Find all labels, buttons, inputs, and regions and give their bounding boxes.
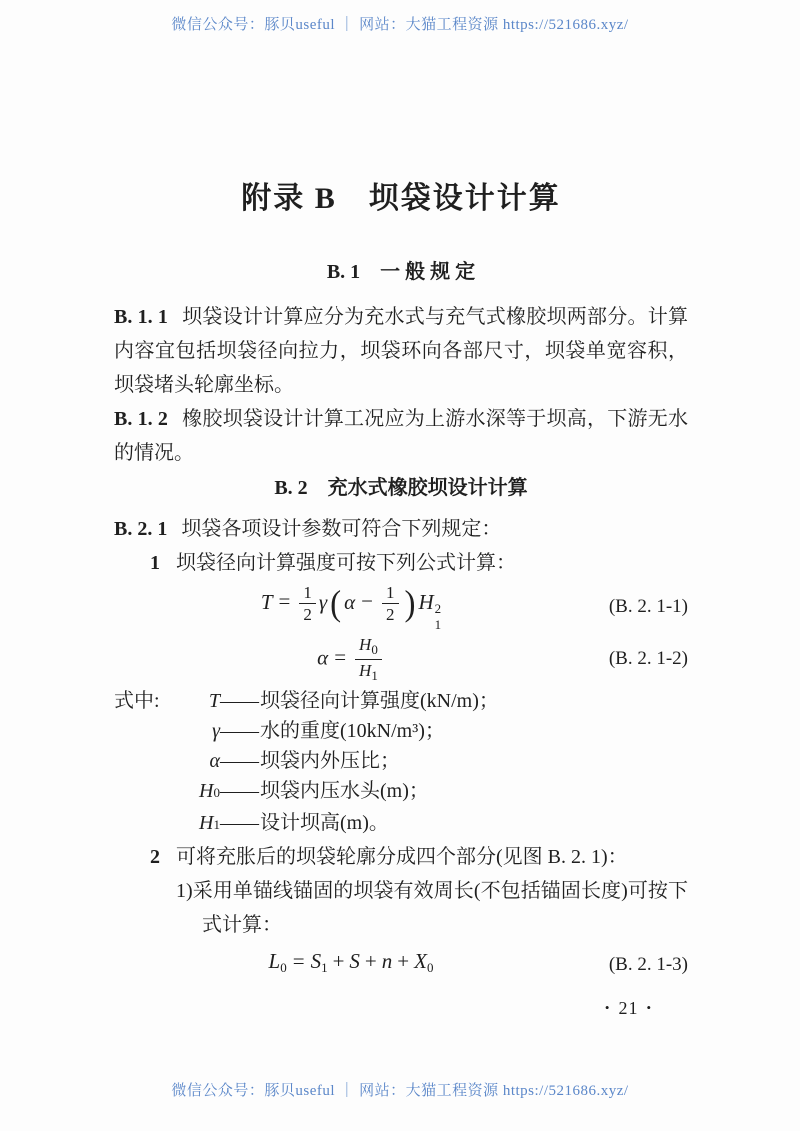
term-H0	[172, 776, 220, 808]
clause-b12	[114, 402, 688, 470]
eq2-fraction	[355, 635, 382, 684]
term-gamma-dash: ——	[220, 720, 258, 742]
eq1-alpha: α	[344, 589, 356, 614]
eq2-H1-main: H	[359, 660, 372, 680]
term-H0-symbol: H	[199, 780, 214, 802]
equation-b21-1	[114, 582, 688, 632]
list-item-2	[114, 840, 688, 874]
clause-b12-text: 橡胶坝袋设计计算工况应为上游水深等于坝高，下游无水的情况。	[114, 408, 689, 464]
eq3-S: S	[349, 949, 360, 973]
section-b2-heading: B. 2 充水式橡胶坝设计计算	[274, 477, 528, 499]
eq1-frac-b-num: 1	[382, 583, 399, 605]
equation-b21-2	[114, 634, 688, 684]
equation-b21-3	[114, 944, 688, 985]
page-number-dot-right: •	[646, 1000, 652, 1015]
term-H0-dash: ——	[220, 780, 258, 802]
clause-b12-label: B. 1. 2	[114, 408, 168, 430]
term-H1-symbol: H	[199, 812, 214, 834]
eq3-plus-1: +	[332, 949, 345, 973]
eq1-gamma: γ	[318, 589, 328, 614]
eq1-frac-a-num: 1	[299, 583, 316, 605]
equation-b21-3-body	[114, 944, 588, 985]
term-T-dash: ——	[220, 690, 258, 712]
equation-b21-3-number: (B. 2. 1-3)	[608, 953, 688, 975]
eq1-fraction-half-b	[382, 583, 399, 625]
equation-b21-1-body: T = $\frac{1}{2}$ γ( α − $\frac{1}{2}$ ) H 2 1	[260, 582, 442, 633]
term-gamma	[172, 716, 220, 746]
eq1-fraction-half-a	[299, 583, 316, 625]
page-number-value: 21	[618, 998, 639, 1018]
eq3-plus-3: +	[397, 949, 410, 973]
list-item-2-text: 可将充胀后的坝袋轮廓分成四个部分(见图 B. 2. 1)：	[176, 846, 628, 868]
eq2-equals: =	[334, 644, 347, 669]
eq1-frac-a-den: 2	[303, 605, 312, 625]
clause-b11-text: 坝袋设计计算应分为充水式与充气式橡胶坝两部分。计算内容宜包括坝袋径向拉力，坝袋环向各部尺寸，坝袋单宽容积，坝袋堵头轮廓坐标。	[114, 306, 689, 396]
clause-b21	[114, 512, 688, 546]
clause-b11	[114, 300, 688, 402]
term-H1-desc: 设计坝高(m)。	[260, 812, 389, 834]
term-T	[172, 686, 220, 716]
eq3-plus-2: +	[364, 949, 377, 973]
page-number	[597, 998, 660, 1019]
list-item-1-text: 坝袋径向计算强度可按下列公式计算：	[176, 552, 516, 574]
watermark-top-text: 微信公众号：豚贝useful ｜ 网站：大猫工程资源 https://521686.xyz/	[171, 17, 629, 33]
term-gamma-symbol: γ	[212, 720, 220, 742]
equation-b21-1-number: (B. 2. 1-1)	[608, 596, 688, 617]
term-alpha-symbol: α	[209, 750, 220, 772]
eq2-lhs: α	[317, 644, 329, 669]
watermark-bottom	[0, 1080, 800, 1102]
definition-row-H1	[114, 808, 688, 840]
eq1-frac-b-den: 2	[386, 605, 395, 625]
eq2-frac-den	[359, 660, 378, 684]
appendix-title: 附录 B 坝袋设计计算	[241, 182, 561, 215]
symbol-definitions	[114, 686, 688, 840]
list-item-1	[114, 546, 688, 580]
eq3-L: L	[268, 949, 281, 973]
equation-b21-2-number: (B. 2. 1-2)	[608, 648, 688, 669]
definition-row-gamma	[114, 716, 688, 746]
page-number-dot-left: •	[604, 1000, 611, 1015]
eq1-equals: =	[278, 589, 291, 614]
definition-row-H0	[114, 776, 688, 808]
clause-b21-label: B. 2. 1	[114, 518, 168, 540]
eq2-H0-main: H	[359, 634, 372, 654]
eq3-X-sub: 0	[426, 960, 434, 975]
eq1-minus: −	[361, 589, 373, 614]
clause-b21-text: 坝袋各项设计参数可符合下列规定：	[181, 518, 502, 540]
eq3-equals: =	[292, 949, 305, 973]
eq1-H: H	[418, 589, 434, 614]
term-H0-sub: 0	[213, 785, 220, 800]
clause-b11-label: B. 1. 1	[114, 306, 168, 328]
eq2-H0-sub: 0	[371, 641, 378, 657]
sub-item-1-text: 采用单锚线锚固的坝袋有效周长(不包括锚固长度)可按下式计算：	[192, 880, 688, 936]
eq3-S1-sub: 1	[321, 960, 328, 975]
eq1-H-sub: 1	[434, 617, 442, 633]
term-T-symbol: T	[208, 690, 220, 712]
term-H1	[172, 808, 220, 840]
term-H0-desc: 坝袋内压水头(m)；	[260, 780, 429, 802]
term-alpha-dash: ——	[220, 750, 258, 772]
term-H1-sub: 1	[213, 817, 220, 832]
eq1-lhs: T	[260, 589, 273, 614]
equation-b21-2-body	[114, 635, 588, 684]
eq2-frac-num	[355, 635, 382, 660]
sub-item-1-label: 1)	[176, 880, 193, 902]
term-alpha-desc: 坝袋内外压比；	[260, 750, 400, 772]
term-H1-dash: ——	[220, 812, 258, 834]
eq1-H-sup: 2	[434, 601, 442, 617]
list-item-2-label: 2	[150, 846, 160, 868]
definition-row-T	[114, 686, 688, 716]
term-alpha	[172, 746, 220, 776]
eq3-S1: S	[310, 949, 322, 973]
definition-row-alpha	[114, 746, 688, 776]
eq3-n: n	[381, 949, 393, 973]
where-prefix: 式中:	[114, 690, 160, 712]
eq1-H-subsup	[435, 602, 442, 631]
watermark-bottom-text: 微信公众号：豚贝useful ｜ 网站：大猫工程资源 https://521686.xyz/	[171, 1083, 629, 1099]
eq2-H1-sub: 1	[371, 667, 378, 683]
section-b1-heading: B. 1 一 般 规 定	[326, 261, 476, 283]
eq3-L-sub: 0	[280, 960, 287, 975]
sub-item-1	[114, 874, 688, 942]
eq3-X: X	[414, 949, 427, 973]
watermark-top	[0, 14, 800, 36]
term-T-desc: 坝袋径向计算强度(kN/m)；	[260, 690, 499, 712]
list-item-1-label: 1	[150, 552, 160, 574]
term-gamma-desc: 水的重度(10kN/m³)；	[260, 720, 445, 742]
